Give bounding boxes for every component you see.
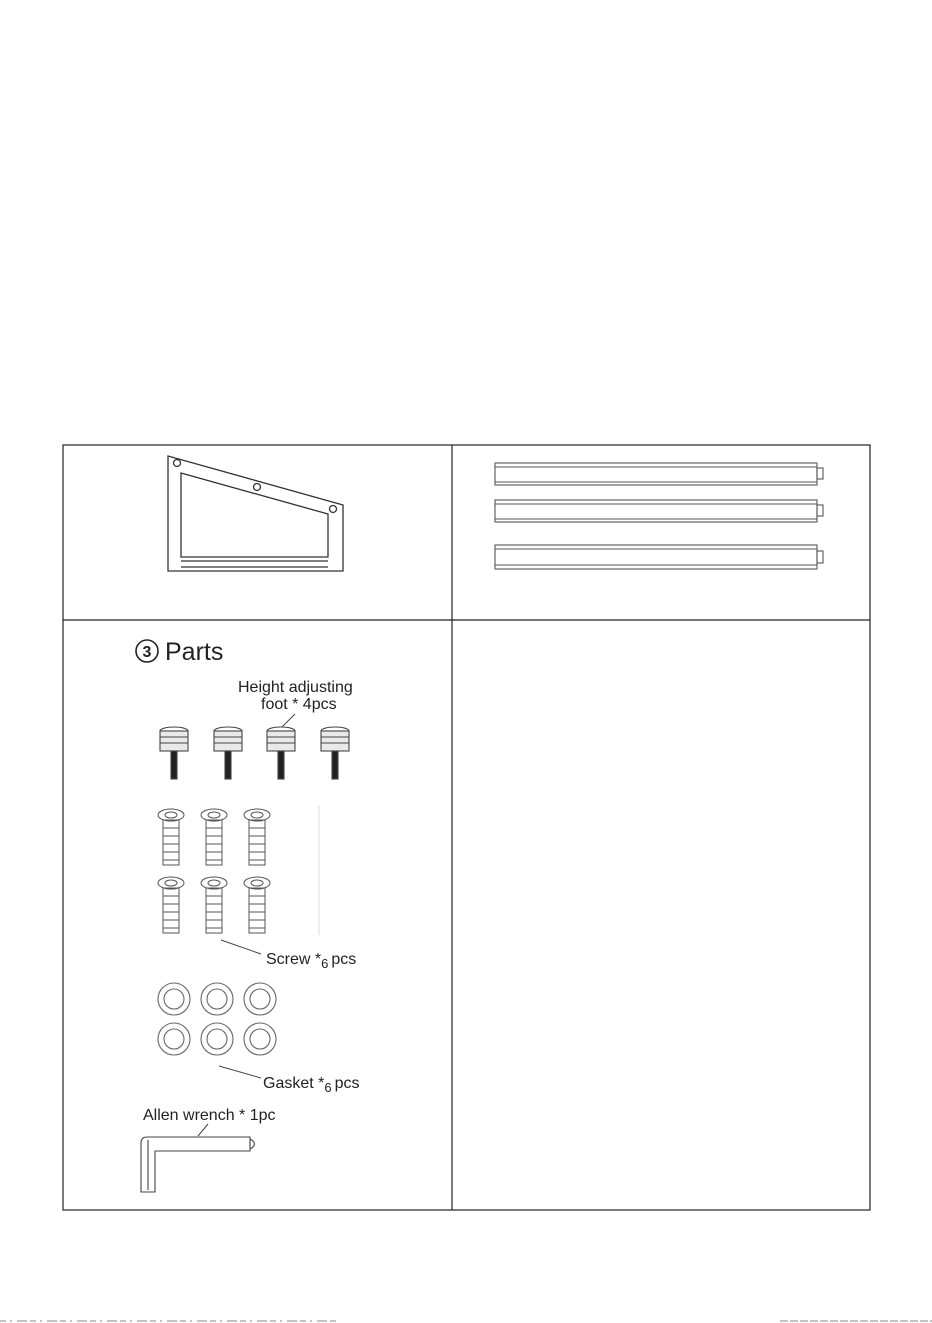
height-foot-label-line1: Height adjusting <box>238 679 353 696</box>
height-foot-2 <box>214 727 242 779</box>
screw-5 <box>201 877 227 933</box>
screw-leader <box>221 940 261 954</box>
height-feet-group <box>160 727 349 779</box>
parts-header <box>136 638 223 666</box>
allen-wrench-label: Allen wrench * 1pc <box>143 1107 276 1124</box>
screw-1 <box>158 809 184 865</box>
gasket-leader <box>219 1066 261 1078</box>
screw-3 <box>244 809 270 865</box>
crossbars-cell <box>452 445 870 620</box>
empty-cell <box>453 621 869 1209</box>
crossbar-3 <box>495 545 823 569</box>
screw-6 <box>244 877 270 933</box>
parts-cell <box>63 620 452 1210</box>
gasket-3 <box>244 983 276 1015</box>
side-frame-hole-3 <box>330 506 337 513</box>
screw-label: Screw $*_6$ pcs <box>266 951 357 971</box>
side-frame-hole-2 <box>254 484 261 491</box>
screw-2 <box>201 809 227 865</box>
gasket-4 <box>158 1023 190 1055</box>
parts-title: Parts <box>165 638 224 666</box>
height-foot-leader <box>281 714 295 728</box>
gasket-5 <box>201 1023 233 1055</box>
crossbar-2 <box>495 500 823 522</box>
side-frame-cell <box>63 445 452 620</box>
gasket-2 <box>201 983 233 1015</box>
gasket-1 <box>158 983 190 1015</box>
height-foot-1 <box>160 727 188 779</box>
step-number: 3 <box>142 644 152 661</box>
gasket-label: Gasket $*_6$ pcs <box>263 1075 360 1095</box>
crossbar-1 <box>495 463 823 485</box>
gasket-6 <box>244 1023 276 1055</box>
height-foot-3 <box>267 727 295 779</box>
allen-wrench-icon <box>141 1137 255 1192</box>
height-foot-4 <box>321 727 349 779</box>
gaskets-group <box>158 983 276 1055</box>
allen-wrench-leader <box>198 1124 208 1136</box>
side-frame-outline <box>168 456 343 571</box>
screw-4 <box>158 877 184 933</box>
screws-group <box>158 805 319 935</box>
side-frame-hole-1 <box>174 460 181 467</box>
scan-artifact-strip <box>0 1318 932 1323</box>
height-foot-label-line2: foot * 4pcs <box>261 696 337 713</box>
side-frame-illustration <box>168 456 343 571</box>
